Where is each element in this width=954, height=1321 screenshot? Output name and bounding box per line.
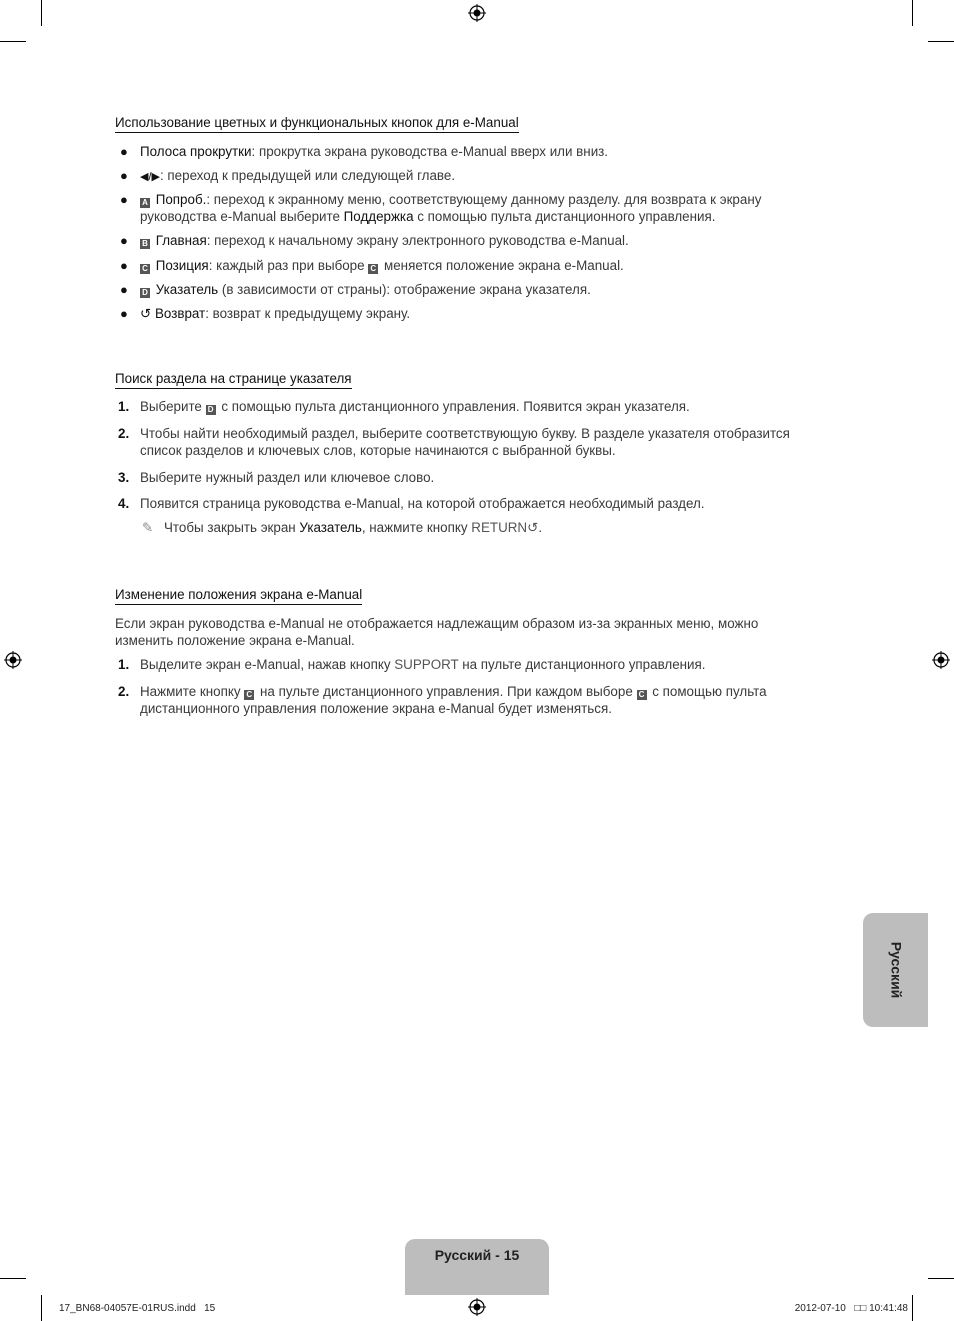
step-text: Выделите экран e-Manual, нажав кнопку (140, 657, 395, 672)
item-text: : переход к экранному меню, соответствующему данному разделу. для возврата к экрану руководства e-Manual выберите (140, 192, 762, 224)
step-item (115, 425, 815, 459)
step-text: Выберите (140, 399, 206, 414)
item-term: Позиция (155, 258, 209, 273)
step-text: на пульте дистанционного управления. При каждом выборе (256, 684, 637, 699)
return-arrow-icon: ↺ (527, 520, 539, 535)
b-button-icon: B (140, 239, 150, 249)
return-arrow-icon: ↺ (140, 306, 152, 321)
list-item (115, 143, 815, 160)
support-button-label: SUPPORT (394, 657, 459, 672)
item-text: : переход к предыдущей или следующей главе. (159, 168, 456, 183)
step-text: Нажмите кнопку (140, 684, 245, 699)
c-button-icon: C (368, 264, 378, 274)
bullet-dot: ● (120, 233, 128, 248)
note (115, 519, 815, 536)
note-term: Указатель (299, 520, 362, 535)
list-item (115, 257, 815, 274)
step-number: 4. (118, 496, 130, 511)
c-button-icon: C (637, 690, 647, 700)
item-text: : возврат к предыдущему экрану. (205, 306, 411, 321)
return-button-label: RETURN (471, 520, 528, 535)
language-label: Русский (888, 941, 904, 999)
registration-mark-icon (468, 4, 486, 22)
item-text: : переход к начальному экрану электронного руководства e-Manual. (206, 233, 629, 248)
item-text: (в зависимости от страны): отображение экрана указателя. (218, 282, 591, 297)
c-button-icon: C (140, 264, 150, 274)
bullet-dot: ● (120, 306, 128, 321)
crop-mark (928, 41, 954, 42)
section-heading: Использование цветных и функциональных кнопок для e-Manual (115, 114, 519, 133)
crop-mark (41, 0, 42, 26)
list-item (115, 191, 815, 225)
step-item (115, 398, 815, 415)
step-text: на пульте дистанционного управления. (458, 657, 706, 672)
c-button-icon: C (244, 690, 254, 700)
step-item (115, 495, 815, 512)
crop-mark (0, 41, 26, 42)
bullet-dot: ● (120, 282, 128, 297)
item-term: Указатель (155, 282, 219, 297)
page-number-label: Русский - 15 (434, 1247, 520, 1263)
note-text: , нажмите кнопку (361, 520, 472, 535)
item-term: Поддержка (343, 209, 414, 224)
crop-mark (928, 1278, 954, 1279)
step-item (115, 656, 815, 673)
step-text: с помощью пульта дистанционного управления. Появится экран указателя. (217, 399, 690, 414)
step-item (115, 469, 815, 486)
step-number: 1. (118, 399, 130, 414)
crop-mark (0, 1278, 26, 1279)
item-text: меняется положение экрана e-Manual. (380, 258, 624, 273)
list-item (115, 305, 815, 322)
section-heading: Изменение положения экрана e-Manual (115, 586, 362, 605)
left-right-arrow-icon: ◀/▶ (140, 171, 160, 183)
registration-mark-icon (468, 1298, 486, 1316)
list-item (115, 281, 815, 298)
page-number-tab (405, 1239, 549, 1295)
step-text: Чтобы найти необходимый раздел, выберите соответствующую букву. В разделе указателя отобразится список разделов и ключевых слов, которые начинаются с выбранной буквы. (140, 426, 790, 458)
note-text: Чтобы закрыть экран (164, 520, 300, 535)
step-item (115, 683, 815, 717)
footer-file-name: 17_BN68-04057E-01RUS.indd 15 (59, 1303, 216, 1314)
pencil-note-icon: ✎ (142, 520, 154, 535)
item-text: : каждый раз при выборе (208, 258, 369, 273)
step-number: 2. (118, 426, 130, 441)
crop-mark (912, 0, 913, 26)
item-term: Попроб. (155, 192, 207, 207)
footer-datetime: 2012-07-10 □□ 10:41:48 (794, 1303, 908, 1314)
step-number: 2. (118, 684, 130, 699)
step-number: 1. (118, 657, 130, 672)
item-term: Главная (155, 233, 207, 248)
d-button-icon: D (206, 405, 216, 415)
section-heading: Поиск раздела на странице указателя (115, 370, 352, 389)
a-button-icon: A (140, 198, 150, 208)
step-text: Появится страница руководства e-Manual, на которой отображается необходимый раздел. (140, 496, 705, 511)
crop-mark (912, 1295, 913, 1321)
step-text: с помощью пульта дистанционного управления положение экрана e-Manual будет изменяться. (140, 684, 767, 716)
note-text: . (538, 520, 543, 535)
item-text: с помощью пульта дистанционного управления. (413, 209, 716, 224)
item-term: Возврат (154, 306, 206, 321)
bullet-dot: ● (120, 168, 128, 183)
list-item (115, 167, 815, 186)
intro-paragraph: Если экран руководства e-Manual не отображается надлежащим образом из-за экранных меню, можно изменить положение экрана e-Manual. (115, 616, 759, 648)
step-number: 3. (118, 470, 130, 485)
registration-mark-icon (4, 651, 22, 669)
item-term: Полоса прокрутки (140, 144, 252, 159)
language-side-tab (863, 913, 928, 1027)
step-text: Выберите нужный раздел или ключевое слово. (140, 470, 435, 485)
item-text: : прокрутка экрана руководства e-Manual вверх или вниз. (251, 144, 609, 159)
crop-mark (41, 1295, 42, 1321)
bullet-dot: ● (120, 192, 128, 207)
bullet-dot: ● (120, 258, 128, 273)
d-button-icon: D (140, 288, 150, 298)
bullet-dot: ● (120, 144, 128, 159)
registration-mark-icon (932, 651, 950, 669)
list-item (115, 232, 815, 249)
